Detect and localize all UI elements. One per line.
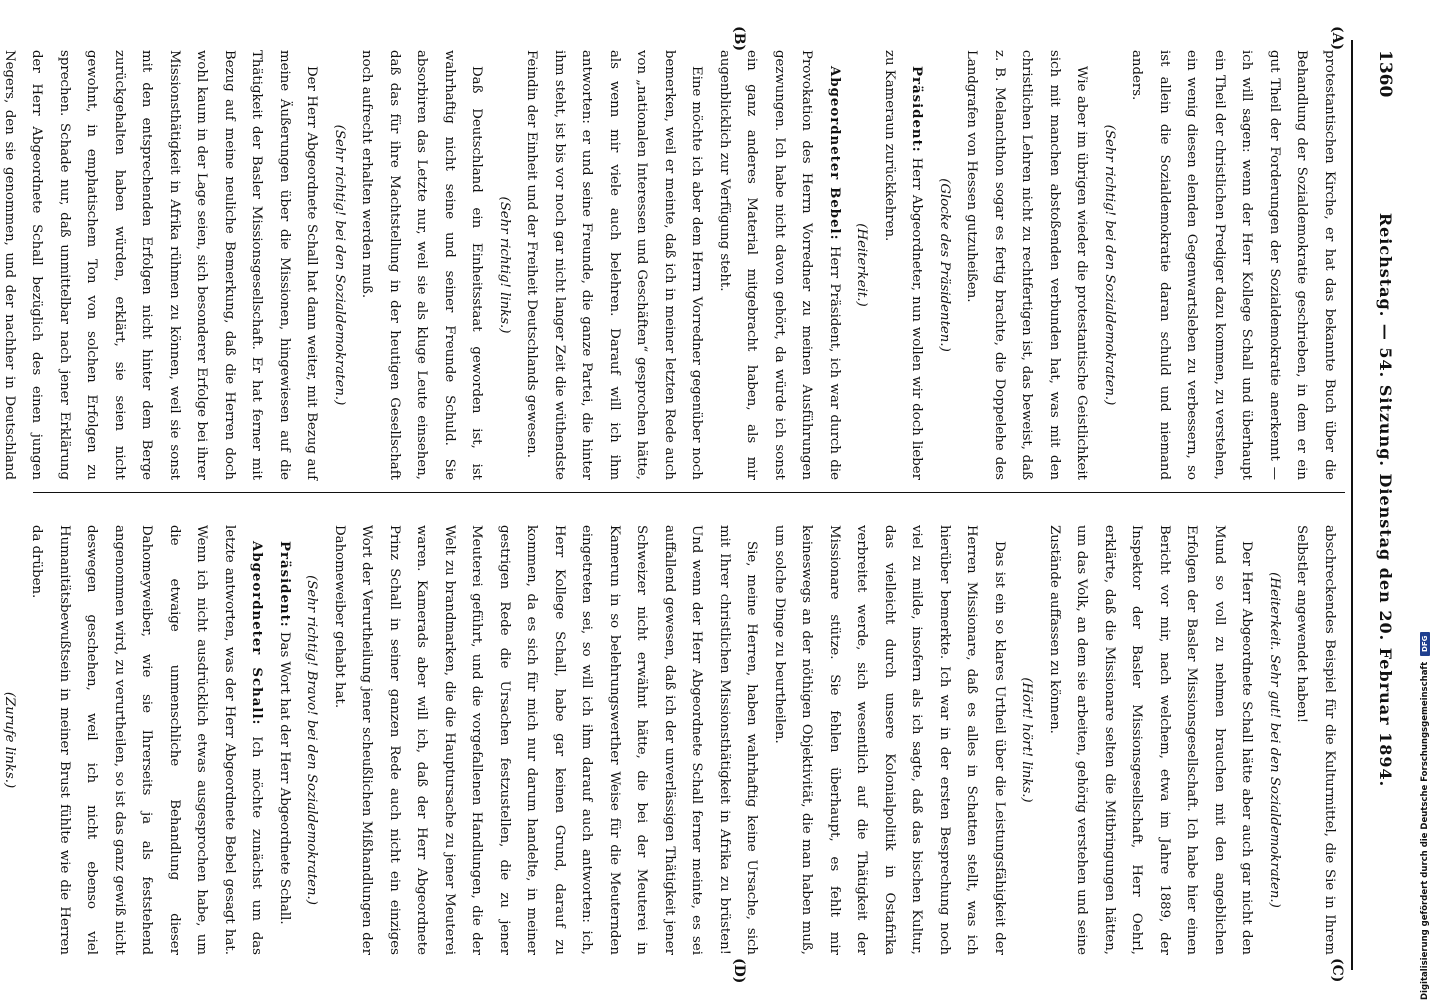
margin-letter-b: (B) [731, 26, 747, 52]
paragraph: Sie, meine Herren, haben wahrhaftig keine Ursache, sich mit Ihrer christlichen Missionsthätigkeit in Afrika zu brüsten! Und wenn der Herr Abgeordnete Schall ferner meinte, es sei auffallend gewesen, daß ich der unverlässigen Thätigkeit jener Schweizer nicht erwähnt hätte, die bei der Meuterei in Kamerun in so belehrungswerther Weise für die Meuternden eingetreten sei, so will ich ihm darauf auch antworten: ich, Herr Kollege Schall, habe gar keinen Grund, darauf zu kommen, da es sich für mich nur darum handelte, in meiner gestrigen Rede die Ursachen festzustellen, die zu jener Meuterei geführt, und die vorgefallenen Handlungen, die der Welt zu brandmarken, die die Hauptursache zu jener Meuterei waren. Kamerads aber will ich, daß der Herr Abgeordnete Prinz Schall in seiner ganzen Rede auch nicht ein einziges Wort der Verurtheilung jener scheußlichen Mißhandlungen der Dahomeweiber gehabt hat. [332, 525, 760, 955]
digitization-credit [1418, 580, 1432, 1000]
reaction: (Heiterkeit. Sehr gut! bei den Sozialdemokraten.) [1267, 572, 1282, 908]
right-column [0, 525, 1343, 955]
speech [271, 525, 299, 955]
page-number: 1360 [1375, 50, 1395, 98]
credit-text: Digitalisierung gefördert durch die Deutsche Forschungsgemeinschaft [1420, 661, 1430, 1000]
speaker-name: Abgeordneter Bebel: [827, 66, 842, 241]
speaker-name: Präsident: [277, 541, 292, 628]
page-header [1365, 20, 1395, 980]
running-head: Reichstag. — 54. Sitzung. Dienstag den 20. Februar 1894. [1376, 212, 1395, 788]
reaction: (Heiterkeit.) [854, 223, 870, 307]
paragraph: Daß Deutschland ein Einheitsstaat geworden ist, ist wahrhaftig nicht seine und seiner Freunde Schuld. Sie absorbiren das Letzte nur, weil sie als kluge Leute einsehen, daß das für ihre Machtstellung in der heutigen Gesellschaft noch aufrecht erhalten werden muß. [359, 50, 485, 480]
speaker-name: Abgeordneter Schall: [249, 541, 265, 726]
dfg-logo: DFG [1420, 632, 1430, 656]
reaction: (Glocke des Präsidenten.) [937, 178, 952, 352]
margin-letter-a: (A) [1329, 26, 1345, 51]
speech [711, 50, 849, 480]
paragraph: Eine möchte ich aber dem Herrn Vorredner gegenüber noch bemerken, weil er meinte, daß ich in meiner letzten Rede auch von „nationalen Interessen und Geschäften“ gesprochen hätte, als wenn mir viele auch belehren. Darauf will ich ihm antworten: er und seine Freunde, die ganze Partei, die hinter ihm steht, ist bis vor noch gar nicht langer Zeit die wüthendste Feindin der Einheit und der Freiheit Deutschlands gewesen. [524, 50, 705, 480]
paragraph: Wie aber im übrigen wieder die protestantische Geistlichkeit sich mit manchen abstoßenden verbunden hat, was mit den christlichen Lehren nicht zu rechtfertigen ist, das beweist, daß z. B. Melanchthon sogar es fertig brachte, die Doppelehe des Landgrafen von Hessen gutzuheißen. [964, 50, 1090, 480]
reaction: (Sehr richtig! bei den Sozialdemokraten.) [332, 124, 347, 406]
speech-text: Herr Präsident, ich war durch die Provokation des Herrn Vorredner zu meinen Ausführungen gezwungen. Ich habe nicht davon gehört, da würde ich sonst ein ganz anderes Material mitgebracht haben, als mir augenblicklich zur Verfügung steht. [717, 50, 842, 481]
speech [23, 525, 271, 955]
reaction: (Sehr richtig! bei den Sozialdemokraten.) [1102, 124, 1117, 406]
left-column [0, 50, 1343, 480]
column-divider [33, 492, 1345, 493]
paragraph: protestantischen Kirche, er hat das bekannte Buch über die Behandlung der Sozialdemokratie geschrieben, in dem er ein gut Theil der Forderungen der Sozialdemokratie anerkennt — ich will sagen: wenn der Herr Kollege Schall und überhaupt ein Theil der christlichen Prediger dazu kommen, zu verstehen, ein wenig diesen elenden Gegenwartsleben zu verbessern, so ist allein die Sozialdemokratie daran schuld und niemand anders. [1129, 50, 1337, 480]
paragraph: Der Herr Abgeordnete Schall hat dann weiter, mit Bezug auf meine Äußerungen über die Missionen, hingewiesen auf die Thätigkeit der Basler Missionsgesellschaft. Er hat ferner mit Bezug auf meine neuliche Bemerkung, daß die Herren doch wohl kaum in der Lage seien, sich besonderer Erfolge bei ihrer Missionsthätigkeit in Afrika rühmen zu können, weil sie sonst mit den entsprechenden Erfolgen nicht hinter dem Berge zurückgehalten haben würden, erklärt, sie seien nicht gewohnt, in emphatischem Ton von solchen Erfolgen zu sprechen. Schade nur, daß unmittelbar nach jener Erklärung der Herr Abgeordnete Schall bezüglich des einen jungen Negers, den sie genommen, und der nachher in Deutschland [2, 50, 320, 480]
paragraph: Der Herr Abgeordnete Schall hätte aber auch gar nicht den Mund so voll zu nehmen brauchen mit den angeblichen Erfolgen der Basler Missionsgesellschaft. Ich habe hier einen Bericht vor mir, nach welchem, etwa im Jahre 1889, der Inspektor der Basler Missionsgesellschaft, Herr Oehrl, erklärte, daß die Missionare selten die Mitbringungen hätten, um das Volk, an dem sie arbeiten, gehörig verstehen und seine Zustände auffassen zu können. [1047, 525, 1255, 955]
speaker-name: Präsident: [909, 66, 925, 153]
reaction: (Sehr richtig! links.) [497, 196, 512, 334]
margin-letter-c: (C) [1329, 958, 1345, 983]
speech [876, 50, 931, 480]
paragraph: abschreckendes Beispiel für die Kulturmittel, die Sie in Ihrem Selbstler angewendet haben! [1294, 525, 1337, 955]
reaction: (Hört! hört! links.) [1019, 677, 1035, 803]
header-rule [1351, 40, 1353, 970]
speech-text: Ich möchte zunächst um das letzte antworten, was der Herr Abgeordnete Bebel gesagt hat. Wenn ich nicht ausdrücklich etwas ausgesprochen habe, um die etwaige unmenschliche Behandlung dieser Dahomeyweiber, wie sie Ihrerseits ja als feststehend angenommen wird, zu verurtheilen, so ist das ganz gewiß nicht deswegen geschehen, weil ich nicht ebenso viel Humanitätsbewußtsein in meiner Brust fühlte wie die Herren da drüben. [29, 525, 265, 955]
paragraph: Das ist ein so klares Urtheil über die Leistungsfähigkeit der Herren Missionare, daß es alles in Schatten stellt, was ich hierüber bemerkte. Ich war in der ersten Besprechung noch viel zu milde, insofern als ich sagte, daß das bischen Kultur, das vielleicht durch unsere Kolonialpolitik in Ostafrika verbreitet werde, sich wesentlich auf die Thätigkeit der Missionare stütze. Sie fehlen überhaupt, es fehlt mir keineswegs an der nöthigen Objektivität, die man haben muß, um solche Dinge zu beurtheilen. [772, 525, 1007, 955]
scanned-page [2, 20, 1415, 984]
reaction: (Zurufe links.) [2, 691, 17, 789]
speech-text: Das Wort hat der Herr Abgeordnete Schall. [277, 631, 292, 925]
margin-letter-d: (D) [731, 958, 747, 984]
speech-text: Herr Abgeordneter, nun wollen wir doch lieber zu Kameraun zurückkehren. [882, 50, 925, 480]
reaction: (Sehr richtig! Bravo! bei den Sozialdemokraten.) [304, 575, 320, 905]
